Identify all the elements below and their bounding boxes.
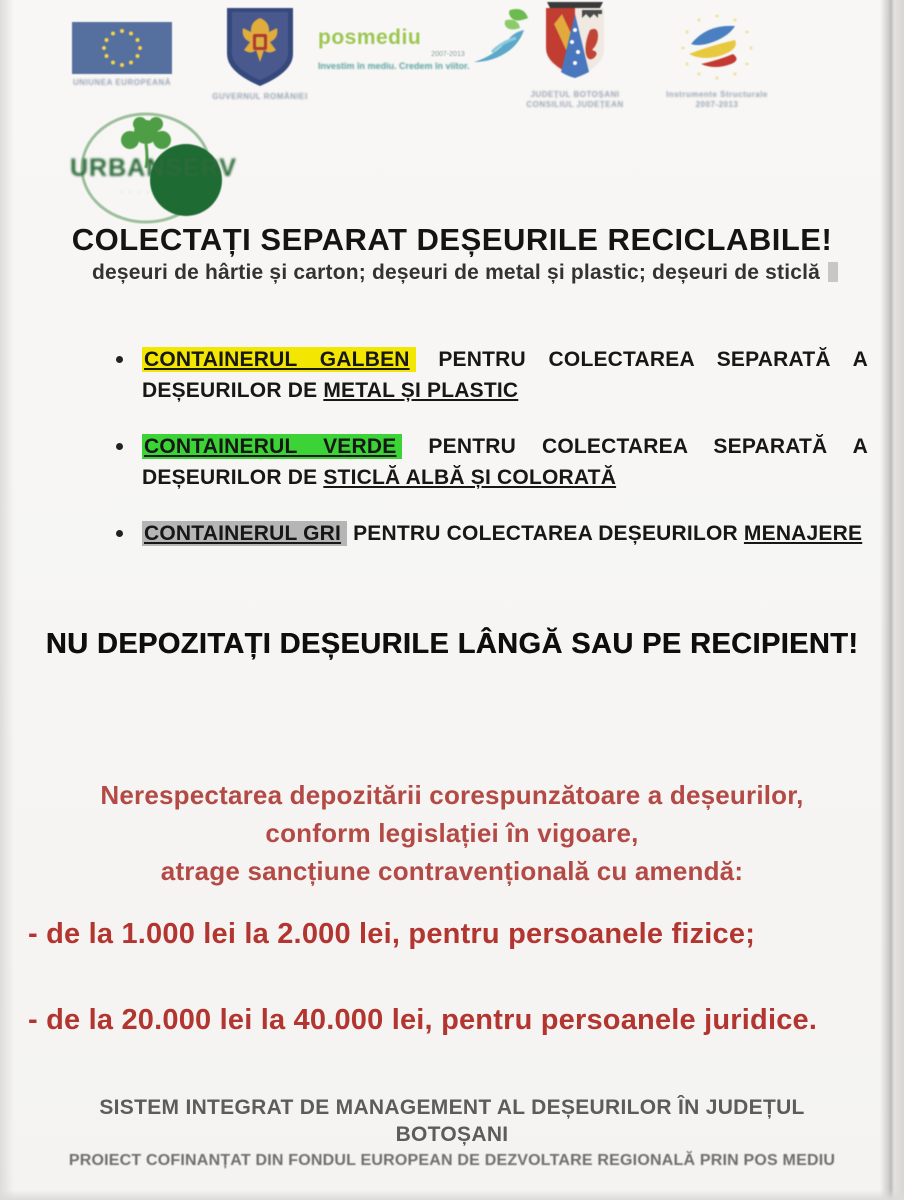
- list-item-yellow-container: CONTAINERUL GALBEN PENTRU COLECTAREA SEPARATĂ A DEȘEURILOR DE METAL ȘI PLASTIC: [108, 344, 868, 406]
- scan-edge-right: [880, 0, 904, 1200]
- poster-title: COLECTAȚI SEPARAT DEȘEURILE RECICLABILE!: [71, 222, 833, 257]
- urban-serv-subtext: · · · · · ·: [120, 188, 170, 197]
- footer-funding-note: PROIECT COFINANȚAT DIN FONDUL EUROPEAN DE DEZVOLTARE REGIONALĂ PRIN POS MEDIU: [68, 1152, 836, 1169]
- romanian-government-label: GUVERNUL ROMÂNIEI: [212, 92, 308, 101]
- gray-container-materials: MENAJERE: [743, 522, 863, 545]
- green-container-materials: STICLĂ ALBĂ ȘI COLORATĂ: [323, 466, 617, 489]
- romania-coat-of-arms-icon: [223, 6, 297, 88]
- yellow-container-highlight: CONTAINERUL GALBEN: [142, 347, 416, 372]
- scan-edge-bottom: [0, 1190, 904, 1200]
- instrumente-structurale-icon: [667, 10, 767, 86]
- eu-flag-label: UNIUNEA EUROPEANĂ: [73, 78, 171, 87]
- list-item-gray-container: CONTAINERUL GRI PENTRU COLECTAREA DEȘEURILOR MENAJERE: [108, 518, 868, 549]
- penalty-intro-line: Nerespectarea depozitării corespunzătoare a deșeurilor,: [100, 780, 804, 810]
- instrumente-structurale-label: Instrumente Structurale 2007-2013: [666, 90, 768, 109]
- scan-artifact: [828, 262, 838, 282]
- botosani-county-label: JUDEȚUL BOTOȘANI CONSILIUL JUDEȚEAN: [526, 90, 624, 109]
- list-item-green-container: CONTAINERUL VERDE PENTRU COLECTAREA SEPARATĂ A DEȘEURILOR DE STICLĂ ALBĂ ȘI COLORATĂ: [108, 431, 868, 493]
- posmediu-years: 2007-2013: [431, 51, 465, 58]
- green-container-highlight: CONTAINERUL VERDE: [142, 434, 402, 459]
- gray-container-highlight: CONTAINERUL GRI: [142, 521, 347, 546]
- fine-legal-entities: - de la 20.000 lei la 40.000 lei, pentru persoanele juridice.: [28, 1004, 818, 1036]
- urban-serv-logo: [68, 106, 253, 226]
- container-rules-list: [108, 344, 868, 574]
- poster-subtitle: deșeuri de hârtie și carton; deșeuri de metal și plastic; deșeuri de sticlă: [50, 261, 880, 285]
- romanian-government-logo: [205, 6, 315, 102]
- penalty-intro-line: conform legislației în vigoare,: [265, 818, 639, 848]
- posmediu-wordmark: posmediu: [318, 26, 422, 49]
- botosani-county-logo: [505, 0, 645, 110]
- botosani-coat-of-arms-icon: [532, 0, 618, 86]
- yellow-container-materials: METAL ȘI PLASTIC: [323, 379, 519, 402]
- penalty-intro-line: atrage sancțiune contravențională cu amendă:: [160, 856, 744, 886]
- instrumente-structurale-logo: [652, 10, 782, 110]
- fine-individuals: - de la 1.000 lei la 2.000 lei, pentru persoanele fizice;: [28, 918, 756, 950]
- posmediu-logo: [318, 26, 518, 71]
- warning-text: NU DEPOZITAȚI DEȘEURILE LÂNGĂ SAU PE RECIPIENT!: [45, 628, 859, 660]
- penalty-intro: [0, 776, 904, 890]
- posmediu-tagline: Investim în mediu. Credem în viitor.: [318, 61, 470, 71]
- urban-serv-wordmark: URBANSERV: [70, 154, 237, 182]
- eu-flag-icon: [72, 22, 172, 74]
- eu-flag-logo: [62, 22, 182, 88]
- scan-edge-left: [0, 0, 14, 1200]
- footer-project-name: SISTEM INTEGRAT DE MANAGEMENT AL DEȘEURILOR ÎN JUDEȚUL BOTOȘANI: [99, 1096, 805, 1146]
